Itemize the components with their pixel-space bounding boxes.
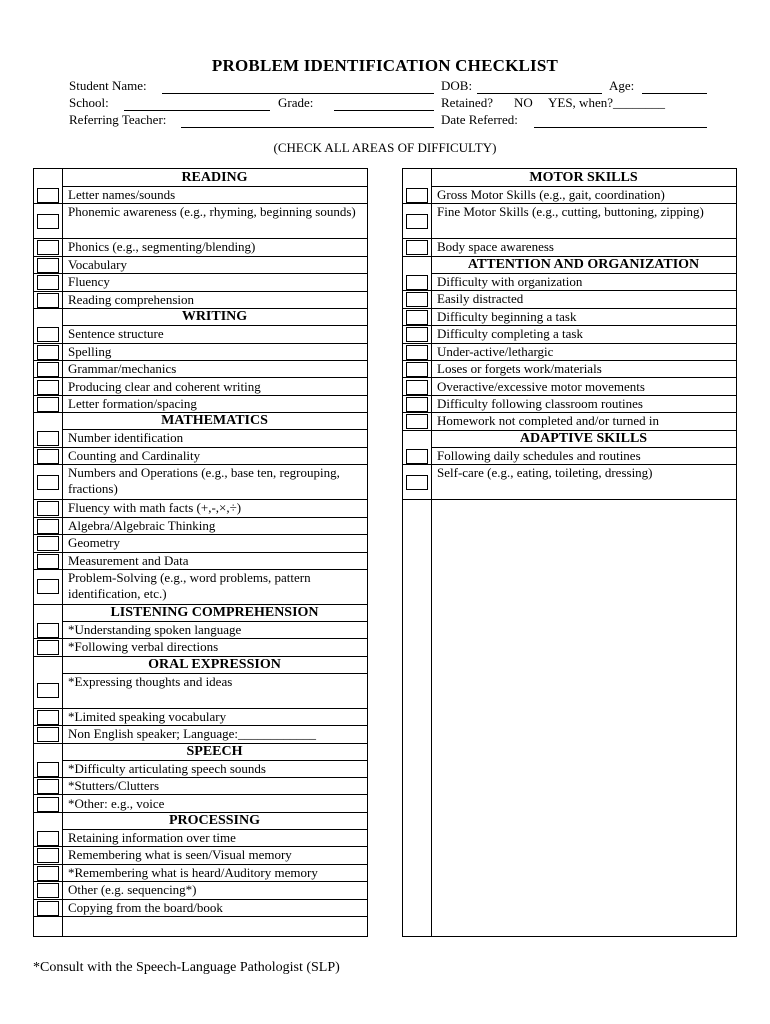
checklist-row xyxy=(34,517,367,535)
checklist-row xyxy=(403,203,736,239)
checkbox[interactable] xyxy=(406,345,428,360)
checklist-item-label: Measurement and Data xyxy=(68,552,189,568)
checkbox[interactable] xyxy=(37,362,59,377)
checklist-item-label: *Following verbal directions xyxy=(68,639,219,655)
checklist-item-label: Fluency xyxy=(68,274,110,290)
checklist-item-label: Difficulty beginning a task xyxy=(437,308,577,324)
checklist-row xyxy=(34,203,367,239)
checklist-item-label: *Remembering what is heard/Auditory memory xyxy=(68,864,318,880)
checkbox[interactable] xyxy=(406,362,428,377)
instructions: (CHECK ALL AREAS OF DIFFICULTY) xyxy=(273,140,497,155)
checklist-row xyxy=(34,760,367,778)
section-title-writing: WRITING xyxy=(62,308,367,326)
checkbox[interactable] xyxy=(406,475,428,490)
checklist-item-label: Letter formation/spacing xyxy=(68,395,197,411)
checklist-row xyxy=(403,447,736,465)
checklist-row xyxy=(34,429,367,447)
checklist-row xyxy=(403,343,736,361)
checklist-item-label: Other (e.g. sequencing*) xyxy=(68,882,197,898)
checklist-item-label: Self-care (e.g., eating, toileting, dressing) xyxy=(437,465,653,481)
checklist-item-label: Retaining information over time xyxy=(68,829,236,845)
checkbox[interactable] xyxy=(37,554,59,569)
date-referred-label: Date Referred: xyxy=(441,112,518,127)
checklist-item-label: *Other: e.g., voice xyxy=(68,795,165,811)
checkbox[interactable] xyxy=(37,214,59,229)
checklist-item-label: Spelling xyxy=(68,343,112,359)
checklist-row xyxy=(34,795,367,813)
checkbox[interactable] xyxy=(37,536,59,551)
checklist-row xyxy=(34,708,367,726)
checklist-item-label: Letter names/sounds xyxy=(68,187,176,202)
referring-teacher-field[interactable] xyxy=(181,127,434,128)
checkbox[interactable] xyxy=(406,310,428,325)
checklist-item-label: Gross Motor Skills (e.g., gait, coordination) xyxy=(437,187,665,202)
checklist-row xyxy=(34,378,367,396)
section-title-attention: ATTENTION AND ORGANIZATION xyxy=(431,256,736,274)
checklist-item-label: Loses or forgets work/materials xyxy=(437,361,602,377)
checkbox[interactable] xyxy=(37,519,59,534)
checkbox[interactable] xyxy=(37,188,59,203)
checklist-row xyxy=(34,499,367,517)
dob-field[interactable] xyxy=(477,93,602,94)
checklist-item-label: *Stutters/Clutters xyxy=(68,778,159,794)
checklist-item-label: Copying from the board/book xyxy=(68,899,223,915)
section-title-processing: PROCESSING xyxy=(62,812,367,830)
section-title-oral: ORAL EXPRESSION xyxy=(62,656,367,674)
checklist-row xyxy=(34,395,367,413)
checklist-item-label: Reading comprehension xyxy=(68,291,194,307)
checklist-item-label: *Difficulty articulating speech sounds xyxy=(68,760,266,776)
checkbox[interactable] xyxy=(37,431,59,446)
checkbox[interactable] xyxy=(406,414,428,429)
checklist-item-label: Number identification xyxy=(68,430,184,446)
retained-label: Retained? xyxy=(441,95,493,110)
dob-label: DOB: xyxy=(441,78,473,93)
checklist-item-label: Under-active/lethargic xyxy=(437,343,554,359)
checklist-row xyxy=(403,290,736,308)
checklist-row xyxy=(34,291,367,309)
checkbox[interactable] xyxy=(37,258,59,273)
grade-field[interactable] xyxy=(334,110,434,111)
checklist-item-label: Homework not completed and/or turned in xyxy=(437,413,660,429)
checklist-row xyxy=(34,777,367,795)
checkbox[interactable] xyxy=(37,579,59,594)
checklist-item-label: Difficulty with organization xyxy=(437,273,583,289)
checklist-item-label: *Understanding spoken language xyxy=(68,621,242,637)
section-title-speech: SPEECH xyxy=(62,743,367,761)
checklist-row xyxy=(34,325,367,343)
checklist-item-label: Geometry xyxy=(68,535,120,551)
checklist-item-label: Grammar/mechanics xyxy=(68,361,177,377)
checkbox[interactable] xyxy=(37,831,59,846)
checklist-row xyxy=(403,395,736,413)
checklist-row xyxy=(34,552,367,570)
checklist-row xyxy=(34,343,367,361)
checkbox[interactable] xyxy=(37,762,59,777)
checkbox[interactable] xyxy=(37,848,59,863)
checklist-row xyxy=(403,238,736,256)
checkbox[interactable] xyxy=(37,475,59,490)
checklist-row xyxy=(34,360,367,378)
checklist-item-label: Phonics (e.g., segmenting/blending) xyxy=(68,239,256,255)
checkbox[interactable] xyxy=(37,779,59,794)
date-referred-field[interactable] xyxy=(534,127,707,128)
checklist-item-label: Producing clear and coherent writing xyxy=(68,378,261,394)
checkbox[interactable] xyxy=(37,683,59,698)
checkbox[interactable] xyxy=(37,327,59,342)
section-title-reading: READING xyxy=(62,169,367,187)
checklist-row xyxy=(34,864,367,882)
checklist-row xyxy=(34,899,367,917)
checklist-item-label: Fluency with math facts (+,-,×,÷) xyxy=(68,500,242,516)
checkbox[interactable] xyxy=(406,275,428,290)
checklist-row xyxy=(34,273,367,291)
checklist-item-label: *Limited speaking vocabulary xyxy=(68,708,227,724)
checklist-row xyxy=(403,378,736,396)
checkbox[interactable] xyxy=(37,449,59,464)
checkbox[interactable] xyxy=(37,501,59,516)
age-field[interactable] xyxy=(642,93,707,94)
checkbox[interactable] xyxy=(406,292,428,307)
checkbox[interactable] xyxy=(37,397,59,412)
checkbox[interactable] xyxy=(37,901,59,916)
checklist-item-label: Difficulty completing a task xyxy=(437,326,583,342)
checklist-row xyxy=(34,238,367,256)
checklist-item-label: Overactive/excessive motor movements xyxy=(437,378,645,394)
checklist-row xyxy=(403,464,736,500)
checklist-item-label: Sentence structure xyxy=(68,326,164,342)
checkbox[interactable] xyxy=(37,623,59,638)
checklist-row xyxy=(34,829,367,847)
checkbox[interactable] xyxy=(406,188,428,203)
checkbox[interactable] xyxy=(37,345,59,360)
checkbox[interactable] xyxy=(37,380,59,395)
checklist-item-label: Difficulty following classroom routines xyxy=(437,395,643,411)
checklist-row xyxy=(34,621,367,639)
checklist-row xyxy=(34,256,367,274)
school-label: School: xyxy=(69,95,109,110)
left-checklist-column xyxy=(33,168,368,937)
checklist-item-label: Counting and Cardinality xyxy=(68,447,201,463)
grade-label: Grade: xyxy=(278,95,314,110)
checkbox[interactable] xyxy=(37,293,59,308)
checklist-item-label: Phonemic awareness (e.g., rhyming, beginning sounds) xyxy=(68,204,356,220)
school-field[interactable] xyxy=(124,110,270,111)
retained-yes-option[interactable]: YES, when?________ xyxy=(548,95,665,110)
checkbox[interactable] xyxy=(37,883,59,898)
checklist-item-label: Body space awareness xyxy=(437,239,554,255)
checklist-row xyxy=(34,534,367,552)
checklist-row xyxy=(34,569,367,605)
age-label: Age: xyxy=(609,78,635,93)
page-title: PROBLEM IDENTIFICATION CHECKLIST xyxy=(211,56,559,75)
checklist-item-label: Fine Motor Skills (e.g., cutting, buttoning, zipping) xyxy=(437,204,704,220)
checklist-row xyxy=(403,360,736,378)
checkbox[interactable] xyxy=(37,727,59,742)
checklist-row xyxy=(403,412,736,430)
checkbox[interactable] xyxy=(37,275,59,290)
checklist-item-label: Easily distracted xyxy=(437,291,524,307)
right-checklist-column xyxy=(402,168,737,937)
section-title-listening: LISTENING COMPREHENSION xyxy=(62,604,367,622)
checkbox[interactable] xyxy=(406,380,428,395)
checklist-item-label: *Expressing thoughts and ideas xyxy=(68,673,233,689)
section-title-adaptive: ADAPTIVE SKILLS xyxy=(431,430,736,448)
checkbox[interactable] xyxy=(406,397,428,412)
student-name-label: Student Name: xyxy=(69,78,147,93)
checklist-row xyxy=(34,725,367,743)
section-title-mathematics: MATHEMATICS xyxy=(62,412,367,430)
checkbox[interactable] xyxy=(37,866,59,881)
checklist-row xyxy=(403,308,736,326)
footnote: *Consult with the Speech-Language Pathologist (SLP) xyxy=(33,960,340,975)
checklist-item-label: Problem-Solving (e.g., word problems, pattern identification, etc.) xyxy=(68,570,311,601)
checkbox[interactable] xyxy=(37,240,59,255)
checklist-row xyxy=(34,673,367,709)
checklist-item-label: Remembering what is seen/Visual memory xyxy=(68,847,292,863)
checklist-row xyxy=(34,186,367,204)
checklist-row xyxy=(34,881,367,899)
retained-no-option[interactable]: NO xyxy=(514,95,533,110)
checklist-row xyxy=(403,186,736,204)
checkbox[interactable] xyxy=(37,710,59,725)
referring-teacher-label: Referring Teacher: xyxy=(69,112,167,127)
checkbox[interactable] xyxy=(406,240,428,255)
checklist-row xyxy=(403,325,736,343)
checkbox[interactable] xyxy=(37,797,59,812)
section-title-motor: MOTOR SKILLS xyxy=(431,169,736,187)
checklist-row xyxy=(34,638,367,656)
checkbox[interactable] xyxy=(406,214,428,229)
checklist-row xyxy=(403,273,736,291)
checkbox[interactable] xyxy=(406,327,428,342)
checkbox[interactable] xyxy=(37,640,59,655)
checkbox[interactable] xyxy=(406,449,428,464)
checklist-item-label: Non English speaker; Language:____________ xyxy=(68,726,317,742)
checklist-row xyxy=(34,846,367,864)
checklist-item-label: Vocabulary xyxy=(68,256,127,272)
checklist-item-label: Following daily schedules and routines xyxy=(437,447,641,463)
checklist-item-label: Numbers and Operations (e.g., base ten, regrouping, fractions) xyxy=(68,465,340,497)
checklist-row xyxy=(34,464,367,500)
checklist-row xyxy=(34,447,367,465)
checklist-item-label: Algebra/Algebraic Thinking xyxy=(68,517,216,533)
student-name-field[interactable] xyxy=(162,93,434,94)
